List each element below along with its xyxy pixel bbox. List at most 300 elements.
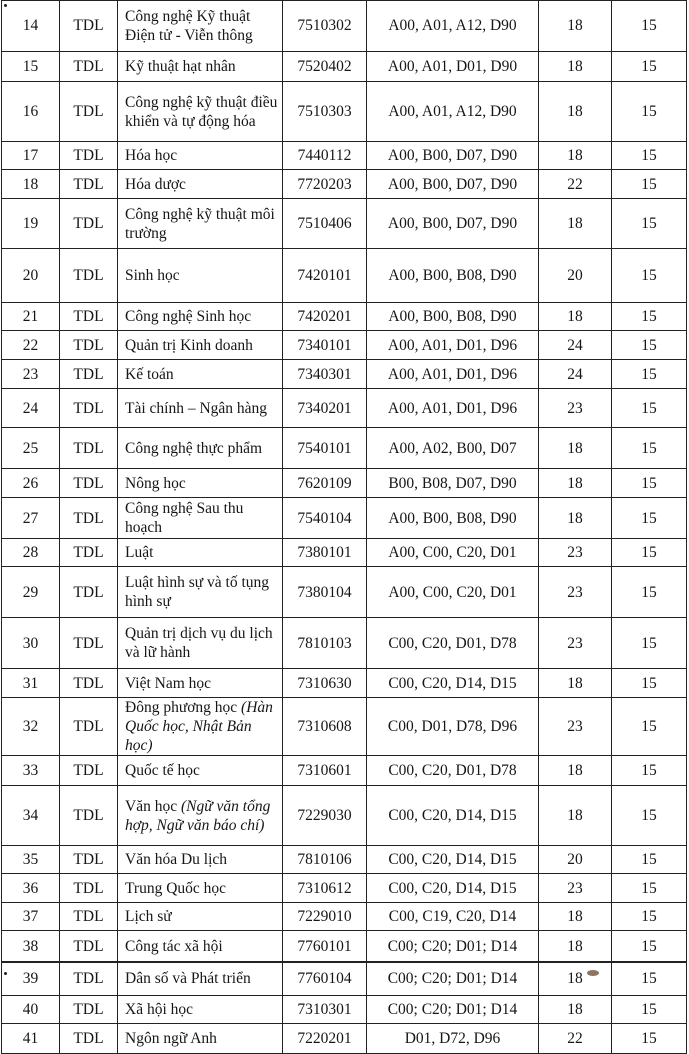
score-threshold: 18	[567, 474, 583, 492]
row-number-cell	[1, 931, 60, 962]
row-number: 30	[22, 634, 39, 652]
major-code-cell	[283, 52, 367, 82]
subject-combinations-cell	[367, 903, 539, 931]
min-score-cell	[612, 996, 687, 1024]
major-name-cell	[118, 303, 283, 331]
major-name-text: Công nghệ kỹ thuật điều khiển và tự động hóa	[125, 93, 278, 130]
major-code-cell	[283, 539, 367, 567]
row-number: 17	[22, 147, 39, 164]
table-row	[1, 249, 687, 303]
row-number: 35	[22, 851, 39, 868]
row-number: 26	[22, 474, 39, 492]
row-number: 22	[22, 336, 39, 354]
table-row	[1, 498, 687, 539]
row-number-cell	[1, 303, 60, 331]
row-number-cell	[1, 996, 60, 1024]
row-number: 37	[22, 908, 39, 925]
subject-combinations: A00, A01, A12, D90	[388, 103, 517, 120]
major-name	[125, 175, 186, 194]
major-code: 7310608	[297, 718, 352, 735]
row-number-cell	[1, 962, 60, 996]
major-name-text: Quản trị dịch vụ du lịch và lữ hành	[125, 625, 273, 661]
major-name	[125, 543, 153, 562]
min-score: 15	[641, 103, 657, 120]
major-code-cell	[283, 469, 367, 498]
row-number: 33	[22, 762, 39, 779]
subject-combinations-cell	[367, 698, 539, 756]
score-threshold-cell	[539, 1024, 612, 1054]
row-number: 38	[22, 937, 39, 955]
major-name-note: (Ngữ văn tổng hợp, Ngữ văn báo chí)	[125, 797, 271, 834]
table-row	[1, 669, 687, 698]
major-code: 7760101	[297, 937, 352, 955]
score-threshold: 18	[567, 674, 583, 692]
row-number: 41	[22, 1030, 39, 1047]
min-score-cell	[612, 249, 687, 303]
major-code: 7340101	[297, 336, 352, 354]
row-number-cell	[1, 331, 60, 360]
major-name	[125, 698, 278, 755]
row-number-cell	[1, 52, 60, 82]
table-row	[1, 846, 687, 874]
major-code: 7760104	[297, 970, 352, 987]
school-code-cell	[60, 874, 118, 903]
min-score: 15	[641, 634, 657, 652]
major-code-cell	[283, 498, 367, 539]
major-name	[125, 937, 223, 956]
major-name-text: Luật hình sự và tố tụng hình sự	[125, 574, 270, 610]
school-code: TDL	[73, 267, 104, 284]
min-score-cell	[612, 669, 687, 698]
subject-combinations: C00, C20, D01, D78	[388, 762, 517, 779]
major-code: 7440112	[297, 147, 352, 164]
subject-combinations: A00, A01, A12, D90	[388, 17, 517, 34]
major-code-cell	[283, 199, 367, 249]
school-code: TDL	[73, 634, 104, 652]
row-number: 24	[22, 399, 39, 417]
major-code: 7810103	[297, 634, 352, 652]
major-name-text: Tài chính – Ngân hàng	[125, 399, 268, 417]
major-code-cell	[283, 669, 367, 698]
subject-combinations-cell	[367, 539, 539, 567]
row-number: 19	[22, 215, 39, 232]
major-name-cell	[118, 428, 283, 469]
subject-combinations-cell	[367, 756, 539, 786]
score-threshold: 18	[567, 908, 583, 925]
major-code: 7540101	[297, 439, 352, 457]
major-name-text: Quốc tế học	[125, 762, 200, 779]
min-score: 15	[641, 175, 657, 193]
major-code: 7229030	[297, 807, 352, 824]
major-name	[125, 797, 278, 835]
subject-combinations-cell	[367, 389, 539, 428]
major-code: 7510302	[297, 17, 352, 34]
min-score-cell	[612, 698, 687, 756]
school-code-cell	[60, 539, 118, 567]
major-name-cell	[118, 331, 283, 360]
score-threshold: 18	[567, 970, 583, 987]
major-name-text: Quản trị Kinh doanh	[125, 336, 253, 354]
subject-combinations: C00, C20, D01, D78	[388, 634, 517, 652]
school-code-cell	[60, 170, 118, 199]
table-row	[1, 962, 687, 996]
subject-combinations: A00, A01, D01, D96	[387, 365, 518, 383]
row-number: 20	[22, 267, 39, 284]
major-name-text: Kế toán	[125, 365, 174, 383]
major-name-text: Nông học	[125, 474, 186, 492]
major-name-text: Đông phương học	[125, 699, 238, 716]
row-number-cell	[1, 469, 60, 498]
subject-combinations: A00, A01, D01, D90	[387, 58, 518, 75]
major-name-cell	[118, 249, 283, 303]
major-name	[125, 850, 227, 869]
school-code-cell	[60, 0, 118, 52]
min-score-cell	[612, 82, 687, 142]
school-code-cell	[60, 52, 118, 82]
score-threshold-cell	[539, 903, 612, 931]
major-name-cell	[118, 498, 283, 539]
table-row	[1, 618, 687, 669]
school-code: TDL	[73, 474, 104, 492]
score-threshold: 20	[567, 851, 583, 868]
subject-combinations-cell	[367, 846, 539, 874]
min-score: 15	[641, 336, 657, 354]
school-code: TDL	[73, 583, 104, 601]
school-code-cell	[60, 360, 118, 389]
major-code-cell	[283, 962, 367, 996]
row-number-cell	[1, 874, 60, 903]
major-name-text: Việt Nam học	[125, 674, 212, 692]
min-score: 15	[641, 147, 657, 164]
subject-combinations: A00, B00, D07, D90	[387, 175, 518, 193]
subject-combinations-cell	[367, 931, 539, 962]
major-name-text: Công nghệ Kỹ thuật Điện tử - Viễn thông	[125, 7, 253, 44]
major-name	[125, 879, 226, 898]
score-threshold-cell	[539, 0, 612, 52]
school-code-cell	[60, 498, 118, 539]
row-number-cell	[1, 786, 60, 846]
school-code: TDL	[73, 851, 104, 868]
score-threshold-cell	[539, 52, 612, 82]
school-code: TDL	[73, 1030, 104, 1047]
school-code: TDL	[73, 544, 104, 561]
major-name	[125, 761, 200, 780]
subject-combinations: C00; C20; D01; D14	[387, 937, 518, 955]
major-code: 7510303	[297, 103, 352, 120]
min-score: 15	[641, 215, 657, 232]
school-code-cell	[60, 698, 118, 756]
school-code: TDL	[73, 439, 104, 457]
score-threshold: 20	[567, 267, 583, 284]
major-name-cell	[118, 52, 283, 82]
row-number: 25	[22, 439, 39, 457]
subject-combinations-cell	[367, 428, 539, 469]
major-code: 7620109	[297, 474, 352, 492]
school-code: TDL	[73, 308, 104, 325]
major-name-text: Văn hóa Du lịch	[125, 851, 228, 868]
school-code: TDL	[73, 58, 104, 75]
major-name-cell	[118, 846, 283, 874]
major-name	[125, 573, 278, 611]
min-score: 15	[641, 544, 657, 561]
row-number-cell	[1, 698, 60, 756]
score-threshold-cell	[539, 846, 612, 874]
score-threshold-cell	[539, 567, 612, 618]
major-name-text: Hóa học	[125, 147, 178, 164]
score-threshold-cell	[539, 669, 612, 698]
min-score: 15	[641, 851, 657, 868]
subject-combinations-cell	[367, 170, 539, 199]
subject-combinations: C00; C20; D01; D14	[387, 970, 518, 987]
subject-combinations: D01, D72, D96	[404, 1030, 501, 1047]
row-number: 14	[22, 17, 39, 34]
row-number-cell	[1, 498, 60, 539]
row-number: 21	[22, 308, 39, 325]
min-score-cell	[612, 360, 687, 389]
school-code: TDL	[73, 215, 104, 232]
subject-combinations: A00, B00, B08, D90	[388, 509, 517, 527]
subject-combinations-cell	[367, 331, 539, 360]
major-name-cell	[118, 360, 283, 389]
subject-combinations: C00; C20; D01; D14	[387, 1001, 518, 1018]
major-name	[125, 57, 236, 76]
score-threshold-cell	[539, 931, 612, 962]
school-code: TDL	[73, 937, 104, 955]
score-threshold-cell	[539, 498, 612, 539]
major-name-cell	[118, 199, 283, 249]
min-score: 15	[641, 267, 657, 284]
school-code-cell	[60, 428, 118, 469]
subject-combinations-cell	[367, 82, 539, 142]
school-code: TDL	[73, 970, 104, 987]
score-threshold-cell	[539, 469, 612, 498]
school-code: TDL	[73, 674, 104, 692]
major-code-cell	[283, 331, 367, 360]
min-score: 15	[641, 1001, 657, 1018]
major-name-text: Luật	[125, 544, 154, 561]
row-number-cell	[1, 199, 60, 249]
subject-combinations-cell	[367, 52, 539, 82]
score-threshold: 24	[567, 365, 583, 383]
min-score: 15	[641, 365, 657, 383]
score-threshold: 18	[567, 439, 583, 457]
table-row	[1, 170, 687, 199]
score-threshold-cell	[539, 428, 612, 469]
major-name-cell	[118, 669, 283, 698]
school-code-cell	[60, 846, 118, 874]
subject-combinations: A00, B00, B08, D90	[388, 308, 517, 325]
subject-combinations: A00, B00, D07, D90	[387, 215, 518, 232]
major-name-cell	[118, 0, 283, 52]
row-number-cell	[1, 903, 60, 931]
major-name-cell	[118, 962, 283, 996]
major-code: 7310601	[297, 762, 352, 779]
score-threshold: 18	[567, 807, 583, 824]
score-threshold: 18	[567, 308, 583, 325]
row-number-cell	[1, 567, 60, 618]
subject-combinations: A00, B00, B08, D90	[388, 267, 517, 284]
row-number-cell	[1, 360, 60, 389]
major-code-cell	[283, 786, 367, 846]
subject-combinations: C00, D01, D78, D96	[387, 718, 518, 735]
table-row	[1, 199, 687, 249]
score-threshold-cell	[539, 199, 612, 249]
row-number: 18	[22, 175, 39, 193]
row-number-cell	[1, 846, 60, 874]
min-score-cell	[612, 0, 687, 52]
table-row	[1, 52, 687, 82]
score-threshold: 24	[567, 336, 583, 354]
min-score-cell	[612, 931, 687, 962]
major-code: 7420101	[297, 267, 352, 284]
major-code-cell	[283, 170, 367, 199]
table-row	[1, 303, 687, 331]
subject-combinations: A00, C00, C20, D01	[388, 544, 517, 561]
school-code-cell	[60, 1024, 118, 1054]
row-number-cell	[1, 170, 60, 199]
major-code-cell	[283, 303, 367, 331]
major-name-cell	[118, 903, 283, 931]
row-number: 15	[22, 58, 39, 75]
major-code-cell	[283, 1024, 367, 1054]
row-number-cell	[1, 539, 60, 567]
subject-combinations: B00, B08, D07, D90	[388, 474, 517, 492]
school-code-cell	[60, 199, 118, 249]
major-code: 7520402	[297, 58, 352, 75]
major-name-text: Công nghệ Sau thu hoạch	[125, 500, 244, 536]
school-code: TDL	[73, 365, 104, 383]
min-score: 15	[641, 762, 657, 779]
score-threshold: 22	[567, 175, 583, 193]
school-code: TDL	[73, 1001, 104, 1018]
row-number: 23	[22, 365, 39, 383]
min-score-cell	[612, 199, 687, 249]
table-row	[1, 82, 687, 142]
min-score-cell	[612, 1024, 687, 1054]
school-code: TDL	[73, 807, 104, 824]
score-threshold: 18	[567, 1001, 583, 1018]
major-name	[125, 1000, 193, 1019]
score-threshold: 18	[567, 17, 583, 34]
major-code: 7310612	[297, 879, 352, 897]
major-name-text: Ngôn ngữ Anh	[125, 1030, 217, 1047]
subject-combinations: C00, C20, D14, D15	[388, 879, 517, 897]
table-row	[1, 539, 687, 567]
major-name-text: Kỹ thuật hạt nhân	[125, 58, 236, 75]
major-name-note: (Hàn Quốc học, Nhật Bản học)	[125, 699, 273, 754]
subject-combinations-cell	[367, 360, 539, 389]
score-threshold-cell	[539, 618, 612, 669]
score-threshold-cell	[539, 698, 612, 756]
table-row	[1, 931, 687, 962]
subject-combinations-cell	[367, 249, 539, 303]
major-code-cell	[283, 82, 367, 142]
min-score-cell	[612, 903, 687, 931]
score-threshold-cell	[539, 874, 612, 903]
min-score-cell	[612, 389, 687, 428]
major-code-cell	[283, 756, 367, 786]
min-score-cell	[612, 962, 687, 996]
min-score-cell	[612, 303, 687, 331]
major-name	[125, 499, 278, 537]
major-name-cell	[118, 1024, 283, 1054]
score-threshold-cell	[539, 142, 612, 170]
score-threshold: 18	[567, 147, 583, 164]
major-name-cell	[118, 142, 283, 170]
school-code-cell	[60, 469, 118, 498]
row-number-cell	[1, 428, 60, 469]
min-score: 15	[641, 908, 657, 925]
min-score-cell	[612, 618, 687, 669]
subject-combinations-cell	[367, 669, 539, 698]
school-code-cell	[60, 996, 118, 1024]
row-number: 40	[22, 1001, 39, 1018]
subject-combinations-cell	[367, 1024, 539, 1054]
min-score-cell	[612, 331, 687, 360]
min-score: 15	[641, 58, 657, 75]
row-number: 16	[22, 103, 39, 120]
major-code: 7720203	[297, 175, 352, 193]
table-row	[1, 469, 687, 498]
major-name	[125, 205, 278, 243]
subject-combinations: C00, C19, C20, D14	[388, 908, 517, 925]
major-name-cell	[118, 931, 283, 962]
min-score-cell	[612, 846, 687, 874]
major-code-cell	[283, 0, 367, 52]
major-name-cell	[118, 539, 283, 567]
major-name-text: Công tác xã hội	[125, 937, 223, 955]
major-code-cell	[283, 249, 367, 303]
table-row	[1, 389, 687, 428]
major-name-text: Xã hội học	[125, 1001, 194, 1018]
subject-combinations-cell	[367, 498, 539, 539]
major-name-text: Trung Quốc học	[125, 879, 227, 897]
major-name	[125, 146, 177, 165]
row-number: 29	[22, 583, 39, 601]
major-name	[125, 674, 211, 693]
school-code: TDL	[73, 17, 104, 34]
school-code: TDL	[73, 908, 104, 925]
row-number-cell	[1, 389, 60, 428]
major-code: 7380104	[297, 583, 352, 601]
min-score-cell	[612, 786, 687, 846]
score-threshold: 22	[567, 1030, 583, 1047]
major-code-cell	[283, 996, 367, 1024]
major-code-cell	[283, 903, 367, 931]
score-threshold-cell	[539, 962, 612, 996]
school-code-cell	[60, 618, 118, 669]
major-name-cell	[118, 786, 283, 846]
major-code-cell	[283, 142, 367, 170]
major-name	[125, 1029, 217, 1048]
table-row	[1, 786, 687, 846]
row-number: 27	[22, 509, 39, 527]
row-number-cell	[1, 756, 60, 786]
row-number-cell	[1, 618, 60, 669]
min-score-cell	[612, 874, 687, 903]
major-name-cell	[118, 874, 283, 903]
school-code: TDL	[73, 103, 104, 120]
min-score-cell	[612, 469, 687, 498]
major-name	[125, 969, 251, 988]
subject-combinations: A00, B00, D07, D90	[387, 147, 518, 164]
school-code: TDL	[73, 879, 104, 897]
min-score-cell	[612, 142, 687, 170]
score-threshold: 23	[567, 879, 583, 897]
score-threshold: 18	[567, 103, 583, 120]
major-name	[125, 93, 278, 131]
major-name-cell	[118, 82, 283, 142]
